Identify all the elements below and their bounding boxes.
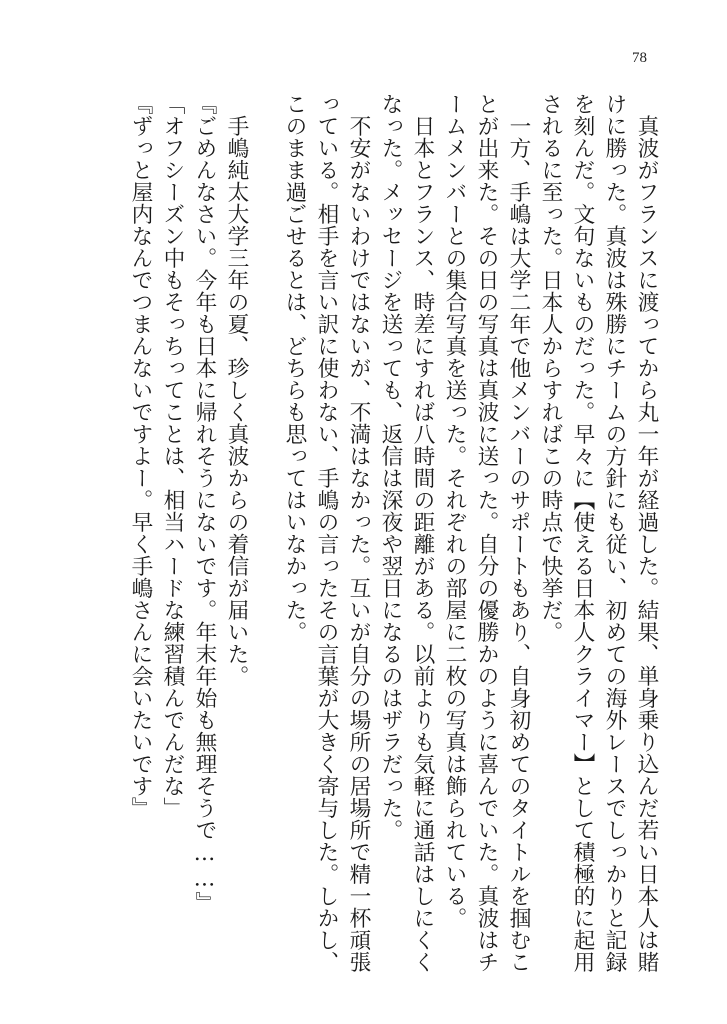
- vertical-text-body: [102, 93, 662, 973]
- text-column: ームメンバーとの集合写真を送った。それぞれの部屋に二枚の写真は飾られている。: [442, 93, 467, 929]
- text-column: されるに至った。日本人からすればこの時点で快挙だ。: [538, 93, 563, 643]
- dialogue-column: 「オフシーズン中もそっちってことは、相当ハードな練習積んでんだな」: [160, 93, 185, 819]
- text-column: なった。メッセージを送っても、返信は深夜や翌日になるのはザラだった。: [378, 93, 403, 841]
- text-column: 一方、手嶋は大学二年で他メンバーのサポートもあり、自身初めてのタイトルを掴むこ: [506, 93, 531, 973]
- text-column: を刻んだ。文句ないものだった。早々に【使える日本人クライマー】として積極的に起用: [570, 93, 595, 973]
- text-column: 手嶋純太大学三年の夏、珍しく真波からの着信が届いた。: [224, 93, 249, 687]
- text-column: けに勝った。真波は殊勝にチームの方針にも従い、初めての海外レースでしっかりと記録: [602, 93, 627, 973]
- blank-column: [252, 93, 278, 973]
- page-number: 78: [632, 50, 647, 66]
- text-column: 真波がフランスに渡ってから丸一年が経過した。結果、単身乗り込んだ若い日本人は賭: [634, 93, 659, 973]
- text-column: このまま過ごせるとは、どちらも思ってはいなかった。: [282, 93, 307, 643]
- text-column: とが出来た。その日の写真は真波に送った。自分の優勝かのように喜んでいた。真波はチ: [474, 93, 499, 973]
- dialogue-column: 『ごめんなさい。今年も日本に帰れそうにないです。年末年始も無理そうで……』: [192, 93, 217, 914]
- dialogue-column: 『ずっと屋内なんでつまんないですよー。早く手嶋さんに会いたいです』: [128, 93, 153, 819]
- text-column: 日本とフランス、時差にすれば八時間の距離がある。以前よりも気軽に通話はしにくく: [410, 93, 435, 973]
- text-column: っている。相手を言い訳に使わない、手嶋の言ったその言葉が大きく寄与した。しかし、: [314, 93, 339, 973]
- text-column: 不安がないわけではないが、不満はなかった。互いが自分の場所の居場所で精一杯頑張: [346, 93, 371, 973]
